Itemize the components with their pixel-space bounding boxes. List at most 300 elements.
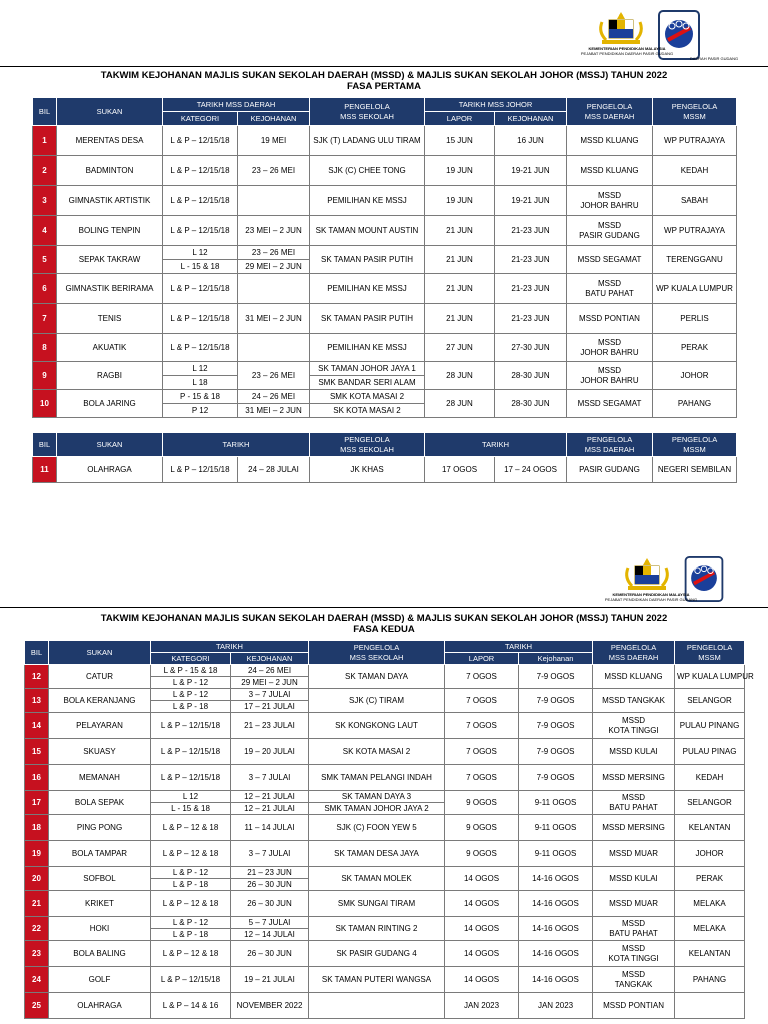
table-row	[25, 765, 745, 791]
state-date: 19-21 JUN	[495, 186, 567, 216]
district-date: 12 – 21 JULAI	[231, 791, 309, 803]
category: L & P - 18	[151, 701, 231, 713]
col-tarikh-2: TARIKH	[445, 641, 593, 653]
sport-name: BOLA BALING	[49, 941, 151, 967]
category: L & P – 12/15/18	[163, 304, 238, 334]
district-date: NOVEMBER 2022	[231, 993, 309, 1019]
sport-name: BOLA KERANJANG	[49, 689, 151, 713]
report-date: 19 JUN	[425, 156, 495, 186]
table-row	[33, 334, 737, 362]
host-school: SMK TAMAN PELANGI INDAH	[309, 765, 445, 791]
state-date: 14-16 OGOS	[519, 967, 593, 993]
report-date: 14 OGOS	[445, 891, 519, 917]
host-school: SMK SUNGAI TIRAM	[309, 891, 445, 917]
category: L - 15 & 18	[163, 260, 238, 274]
mssm-host	[675, 993, 745, 1019]
col-tarikh: TARIKH	[163, 433, 310, 457]
report-date: 7 OGOS	[445, 689, 519, 713]
mssm-host: JOHOR	[675, 841, 745, 867]
host-school: SMK BANDAR SERI ALAM	[310, 376, 425, 390]
col-pengelola-mss: PENGELOLA MSS SEKOLAH	[310, 433, 425, 457]
category: L & P - 18	[151, 929, 231, 941]
mssd-host: MSSD JOHOR BAHRU	[567, 334, 653, 362]
row-number: 18	[25, 815, 49, 841]
category: P 12	[163, 404, 238, 418]
sport-name: BOLA TAMPAR	[49, 841, 151, 867]
host-school: PEMILIHAN KE MSSJ	[310, 186, 425, 216]
category: L & P – 12/15/18	[163, 457, 238, 483]
table-row	[25, 665, 745, 677]
sport-name: BOLA JARING	[57, 390, 163, 418]
mssm-host: PERAK	[675, 867, 745, 891]
mssd-host: MSSD JOHOR BAHRU	[567, 186, 653, 216]
sport-name: BADMINTON	[57, 156, 163, 186]
table-row	[25, 867, 745, 879]
col-sukan: SUKAN	[57, 98, 163, 126]
table-row	[25, 841, 745, 867]
host-school: SK TAMAN PASIR PUTIH	[310, 304, 425, 334]
state-date: 7-9 OGOS	[519, 665, 593, 689]
mssd-host: MSSD KULAI	[593, 739, 675, 765]
col-kejohanan: KEJOHANAN	[231, 653, 309, 665]
col-kejohanan: KEJOHANAN	[238, 112, 310, 126]
mssm-host: SABAH	[653, 186, 737, 216]
table-row	[33, 186, 737, 216]
host-school: SK TAMAN JOHOR JAYA 1	[310, 362, 425, 376]
table-row	[25, 815, 745, 841]
row-number: 3	[33, 186, 57, 216]
category: L & P – 12 & 18	[151, 841, 231, 867]
report-date: 14 OGOS	[445, 941, 519, 967]
host-school: SJK (C) FOON YEW 5	[309, 815, 445, 841]
sport-name: MERENTAS DESA	[57, 126, 163, 156]
table-row	[25, 993, 745, 1019]
mssm-host: KELANTAN	[675, 815, 745, 841]
sport-name: TENIS	[57, 304, 163, 334]
sport-name: GIMNASTIK BERIRAMA	[57, 274, 163, 304]
table-row	[33, 246, 737, 260]
table-row	[25, 917, 745, 929]
fasa-kedua-table	[24, 640, 754, 1019]
state-date: 21-23 JUN	[495, 246, 567, 274]
report-date: 9 OGOS	[445, 841, 519, 867]
host-school: PEMILIHAN KE MSSJ	[310, 274, 425, 304]
host-school: SK TAMAN PASIR PUTIH	[310, 246, 425, 274]
col-lapor: LAPOR	[445, 653, 519, 665]
category: L & P - 18	[151, 879, 231, 891]
state-date: 27-30 JUN	[495, 334, 567, 362]
report-date: 7 OGOS	[445, 739, 519, 765]
mssm-host: PULAU PINAG	[675, 739, 745, 765]
sport-name: SOFBOL	[49, 867, 151, 891]
olahraga-table	[32, 432, 737, 483]
district-date: 23 – 26 MEI	[238, 246, 310, 260]
mssd-host: MSSD KLUANG	[567, 126, 653, 156]
host-school: SMK TAMAN JOHOR JAYA 2	[309, 803, 445, 815]
row-number: 24	[25, 967, 49, 993]
sport-name: BOLING TENPIN	[57, 216, 163, 246]
report-date: JAN 2023	[445, 993, 519, 1019]
table-row	[33, 216, 737, 246]
mssd-host: MSSD MERSING	[593, 815, 675, 841]
district-date: 12 – 14 JULAI	[231, 929, 309, 941]
mssd-host: MSSD KULAI	[593, 867, 675, 891]
row-number: 7	[33, 304, 57, 334]
sport-name: HOKI	[49, 917, 151, 941]
col-tarikh: TARIKH	[151, 641, 309, 653]
table-row	[25, 713, 745, 739]
category: L & P – 12/15/18	[151, 713, 231, 739]
col-kategori: KATEGORI	[163, 112, 238, 126]
category: L & P – 12 & 18	[151, 891, 231, 917]
table-row	[25, 941, 745, 967]
report-date: 17 OGOS	[425, 457, 495, 483]
row-number: 19	[25, 841, 49, 867]
table-row	[33, 457, 737, 483]
district-date: 19 – 21 JULAI	[231, 967, 309, 993]
col-pengelola-mssm: PENGELOLA MSSM	[653, 98, 737, 126]
district-date	[238, 186, 310, 216]
sport-name: SKUASY	[49, 739, 151, 765]
category: L 18	[163, 376, 238, 390]
district-date	[238, 334, 310, 362]
mssd-host: MSSD BATU PAHAT	[567, 274, 653, 304]
host-school: SK TAMAN DESA JAYA	[309, 841, 445, 867]
row-number: 13	[25, 689, 49, 713]
sport-name: RAGBI	[57, 362, 163, 390]
col-pengelola-mssd: PENGELOLA MSS DAERAH	[567, 433, 653, 457]
row-number: 22	[25, 917, 49, 941]
district-date: 26 – 30 JUN	[231, 879, 309, 891]
col-pengelola-mssm: PENGELOLA MSSM	[653, 433, 737, 457]
mssd-host: MSSD MUAR	[593, 841, 675, 867]
report-date: 7 OGOS	[445, 713, 519, 739]
report-date: 21 JUN	[425, 304, 495, 334]
state-date: 14-16 OGOS	[519, 917, 593, 941]
mssm-host: MELAKA	[675, 891, 745, 917]
category: L 12	[151, 791, 231, 803]
col-pengelola-mssd: PENGELOLA MSS DAERAH	[593, 641, 675, 665]
state-date: 14-16 OGOS	[519, 891, 593, 917]
host-school: JK KHAS	[310, 457, 425, 483]
category: L & P – 12/15/18	[163, 186, 238, 216]
row-number: 4	[33, 216, 57, 246]
sport-name: GIMNASTIK ARTISTIK	[57, 186, 163, 216]
report-date: 21 JUN	[425, 246, 495, 274]
mssm-host: PERLIS	[653, 304, 737, 334]
page-title: TAKWIM KEJOHANAN MAJLIS SUKAN SEKOLAH DAERAH (MSSD) & MAJLIS SUKAN SEKOLAH JOHOR (MSSJ) TAHUN 2022 FASA PERTAMA	[100, 70, 668, 92]
state-date: 7-9 OGOS	[519, 765, 593, 791]
col-kejohanan-johor: Kejohanan	[519, 653, 593, 665]
category: L & P – 12/15/18	[163, 274, 238, 304]
report-date: 21 JUN	[425, 274, 495, 304]
state-date: JAN 2023	[519, 993, 593, 1019]
mssd-host	[593, 713, 675, 739]
col-tarikh-mssj: TARIKH MSS JOHOR	[425, 98, 567, 112]
col-kejohanan-johor: KEJOHANAN	[495, 112, 567, 126]
table-row	[25, 689, 745, 701]
mssm-host: JOHOR	[653, 362, 737, 390]
report-date: 7 OGOS	[445, 665, 519, 689]
host-school: SK KONGKONG LAUT	[309, 713, 445, 739]
category: L & P - 15 & 18	[151, 665, 231, 677]
mssd-host: MSSD PONTIAN	[567, 304, 653, 334]
mssd-host-line: KOTA TINGGI	[608, 953, 659, 963]
mssd-host-line: KOTA TINGGI	[608, 725, 659, 735]
state-date: 14-16 OGOS	[519, 941, 593, 967]
col-pengelola-mssm: PENGELOLA MSSM	[675, 641, 745, 665]
col-pengelola-mssd: PENGELOLA MSS DAERAH	[567, 98, 653, 126]
state-date: 9-11 OGOS	[519, 815, 593, 841]
category: P - 15 & 18	[163, 390, 238, 404]
mssm-host: TERENGGANU	[653, 246, 737, 274]
row-number: 16	[25, 765, 49, 791]
row-number: 12	[25, 665, 49, 689]
row-number: 1	[33, 126, 57, 156]
district-date: 24 – 26 MEI	[231, 665, 309, 677]
mssd-host-line: BATU PAHAT	[609, 802, 658, 812]
mssd-host: PASIR GUDANG	[567, 457, 653, 483]
report-date: 14 OGOS	[445, 917, 519, 941]
mssm-host: KEDAH	[653, 156, 737, 186]
state-date: 7-9 OGOS	[519, 689, 593, 713]
category: L & P - 12	[151, 917, 231, 929]
malaysia-crest-icon	[618, 556, 676, 596]
district-date: 21 – 23 JUN	[231, 867, 309, 879]
col-bil: BIL	[33, 98, 57, 126]
district-date: 29 MEI – 2 JUN	[238, 260, 310, 274]
state-date: 21-23 JUN	[495, 274, 567, 304]
row-number: 2	[33, 156, 57, 186]
host-school: SMK KOTA MASAI 2	[310, 390, 425, 404]
col-bil: BIL	[33, 433, 57, 457]
header-rule	[0, 66, 768, 67]
table-row	[25, 891, 745, 917]
mssm-host: KELANTAN	[675, 941, 745, 967]
mssm-host: SELANGOR	[675, 689, 745, 713]
category: L 12	[163, 246, 238, 260]
row-number: 8	[33, 334, 57, 362]
host-school: SK KOTA MASAI 2	[309, 739, 445, 765]
mssm-host: PERAK	[653, 334, 737, 362]
mssd-host-line: MSSD	[621, 918, 646, 928]
state-date: 7-9 OGOS	[519, 739, 593, 765]
row-number: 10	[33, 390, 57, 418]
category: L & P – 12 & 18	[151, 941, 231, 967]
row-number: 21	[25, 891, 49, 917]
district-date: 31 MEI – 2 JUN	[238, 304, 310, 334]
district-date: 3 – 7 JULAI	[231, 841, 309, 867]
report-date: 28 JUN	[425, 390, 495, 418]
col-sukan: SUKAN	[57, 433, 163, 457]
table-row	[33, 304, 737, 334]
district-date: 17 – 21 JULAI	[231, 701, 309, 713]
mssm-host: WP PUTRAJAYA	[653, 216, 737, 246]
state-date: 16 JUN	[495, 126, 567, 156]
col-kategori: KATEGORI	[151, 653, 231, 665]
row-number: 11	[33, 457, 57, 483]
report-date: 15 JUN	[425, 126, 495, 156]
state-date: 17 – 24 OGOS	[495, 457, 567, 483]
row-number: 20	[25, 867, 49, 891]
district-date: 21 – 23 JULAI	[231, 713, 309, 739]
row-number: 6	[33, 274, 57, 304]
mssd-host: MSSD PONTIAN	[593, 993, 675, 1019]
sport-name: OLAHRAGA	[49, 993, 151, 1019]
district-date: 24 – 28 JULAI	[238, 457, 310, 483]
mssd-host: MSSD KLUANG	[593, 665, 675, 689]
sport-name: MEMANAH	[49, 765, 151, 791]
mssm-host: SELANGOR	[675, 791, 745, 815]
district-date: 31 MEI – 2 JUN	[238, 404, 310, 418]
category: L & P - 12	[151, 677, 231, 689]
mssd-host-line: MSSD	[621, 715, 646, 725]
mssm-host: PAHANG	[653, 390, 737, 418]
host-school: SK KOTA MASAI 2	[310, 404, 425, 418]
host-school: SK TAMAN DAYA	[309, 665, 445, 689]
district-date: 29 MEI – 2 JUN	[231, 677, 309, 689]
col-sukan: SUKAN	[49, 641, 151, 665]
mssd-host	[593, 791, 675, 815]
mssd-host: MSSD PASIR GUDANG	[567, 216, 653, 246]
malaysia-crest-icon	[592, 10, 650, 50]
mssm-host: KEDAH	[675, 765, 745, 791]
mssd-host: MSSD SEGAMAT	[567, 390, 653, 418]
category: L & P – 12 & 18	[151, 815, 231, 841]
sport-name: BOLA SEPAK	[49, 791, 151, 815]
host-school: SJK (T) LADANG ULU TIRAM	[310, 126, 425, 156]
mssd-host: MSSD SEGAMAT	[567, 246, 653, 274]
report-date: 27 JUN	[425, 334, 495, 362]
header-rule	[0, 607, 768, 608]
host-school: SK TAMAN RINTING 2	[309, 917, 445, 941]
district-date: 3 – 7 JULAI	[231, 765, 309, 791]
row-number: 25	[25, 993, 49, 1019]
report-date: 21 JUN	[425, 216, 495, 246]
mssd-host	[593, 917, 675, 941]
table-row	[33, 390, 737, 404]
sport-name: GOLF	[49, 967, 151, 993]
mssd-host: MSSD TANGKAK	[593, 689, 675, 713]
host-school: SK PASIR GUDANG 4	[309, 941, 445, 967]
district-date: 5 – 7 JULAI	[231, 917, 309, 929]
district-date: 23 – 26 MEI	[238, 362, 310, 390]
table-row	[25, 791, 745, 803]
ministry-caption: KEMENTERIAN PENDIDIKAN MALAYSIA PEJABAT PENDIDIKAN DAERAH PASIR GUDANG	[580, 46, 674, 56]
row-number: 17	[25, 791, 49, 815]
sport-name: CATUR	[49, 665, 151, 689]
mssm-host: PULAU PINANG	[675, 713, 745, 739]
district-date: 19 MEI	[238, 126, 310, 156]
col-pengelola-mss: PENGELOLA MSS SEKOLAH	[310, 98, 425, 126]
mssd-host-line: BATU PAHAT	[609, 928, 658, 938]
row-number: 9	[33, 362, 57, 390]
state-date: 21-23 JUN	[495, 216, 567, 246]
district-date: 26 – 30 JUN	[231, 941, 309, 967]
col-pengelola-mss: PENGELOLA MSS SEKOLAH	[309, 641, 445, 665]
state-date: 28-30 JUN	[495, 362, 567, 390]
category: L & P – 12/15/18	[151, 765, 231, 791]
fasa-pertama-table	[32, 97, 737, 418]
mssd-host-line: MSSD	[621, 792, 646, 802]
mssm-host: WP KUALA LUMPUR	[653, 274, 737, 304]
host-school: PEMILIHAN KE MSSJ	[310, 334, 425, 362]
district-date: 24 – 26 MEI	[238, 390, 310, 404]
page-title: TAKWIM KEJOHANAN MAJLIS SUKAN SEKOLAH DAERAH (MSSD) & MAJLIS SUKAN SEKOLAH JOHOR (MSSJ) TAHUN 2022 FASA KEDUA	[100, 613, 668, 635]
mssd-host	[593, 941, 675, 967]
state-date: 28-30 JUN	[495, 390, 567, 418]
state-date: 19-21 JUN	[495, 156, 567, 186]
report-date: 7 OGOS	[445, 765, 519, 791]
category: L & P – 14 & 16	[151, 993, 231, 1019]
col-bil: BIL	[25, 641, 49, 665]
sport-name: AKUATIK	[57, 334, 163, 362]
district-date: 12 – 21 JULAI	[231, 803, 309, 815]
category: L & P – 12/15/18	[163, 126, 238, 156]
mssd-host: MSSD KLUANG	[567, 156, 653, 186]
mssd-host: MSSD MERSING	[593, 765, 675, 791]
category: L & P – 12/15/18	[163, 334, 238, 362]
category: L 12	[163, 362, 238, 376]
sport-name: KRIKET	[49, 891, 151, 917]
table-row	[25, 739, 745, 765]
row-number: 23	[25, 941, 49, 967]
category: L & P – 12/15/18	[151, 739, 231, 765]
host-school: SK TAMAN MOLEK	[309, 867, 445, 891]
table-row	[33, 274, 737, 304]
district-date: 23 MEI – 2 JUN	[238, 216, 310, 246]
mssm-host: MELAKA	[675, 917, 745, 941]
category: L - 15 & 18	[151, 803, 231, 815]
mssm-host: WP PUTRAJAYA	[653, 126, 737, 156]
host-school	[309, 993, 445, 1019]
district-date: 3 – 7 JULAI	[231, 689, 309, 701]
host-school: SK TAMAN PUTERI WANGSA	[309, 967, 445, 993]
mssd-host-line: TANGKAK	[614, 979, 653, 989]
report-date: 28 JUN	[425, 362, 495, 390]
district-date: 23 – 26 MEI	[238, 156, 310, 186]
table-row	[25, 967, 745, 993]
mssm-host: NEGERI SEMBILAN	[653, 457, 737, 483]
mssd-host-line: MSSD	[621, 943, 646, 953]
row-number: 5	[33, 246, 57, 274]
report-date: 14 OGOS	[445, 967, 519, 993]
table-row	[33, 126, 737, 156]
sport-name: OLAHRAGA	[57, 457, 163, 483]
row-number: 15	[25, 739, 49, 765]
category: L & P – 12/15/18	[163, 216, 238, 246]
mssd-host: MSSD MUAR	[593, 891, 675, 917]
table-row	[33, 362, 737, 376]
col-tarikh-2: TARIKH	[425, 433, 567, 457]
district-date: 19 – 20 JULAI	[231, 739, 309, 765]
host-school: SK TAMAN DAYA 3	[309, 791, 445, 803]
col-tarikh-mssd: TARIKH MSS DAERAH	[163, 98, 310, 112]
col-lapor: LAPOR	[425, 112, 495, 126]
report-date: 14 OGOS	[445, 867, 519, 891]
host-school: SJK (C) TIRAM	[309, 689, 445, 713]
sport-name: PING PONG	[49, 815, 151, 841]
category: L & P – 12/15/18	[151, 967, 231, 993]
mssd-host-line: MSSD	[621, 969, 646, 979]
badge-caption: DAERAH PASIR GUDANG	[689, 56, 739, 61]
host-school: SJK (C) CHEE TONG	[310, 156, 425, 186]
sport-name: PELAYARAN	[49, 713, 151, 739]
state-date: 9-11 OGOS	[519, 791, 593, 815]
category: L & P – 12/15/18	[163, 156, 238, 186]
host-school: SK TAMAN MOUNT AUSTIN	[310, 216, 425, 246]
table-row	[33, 156, 737, 186]
